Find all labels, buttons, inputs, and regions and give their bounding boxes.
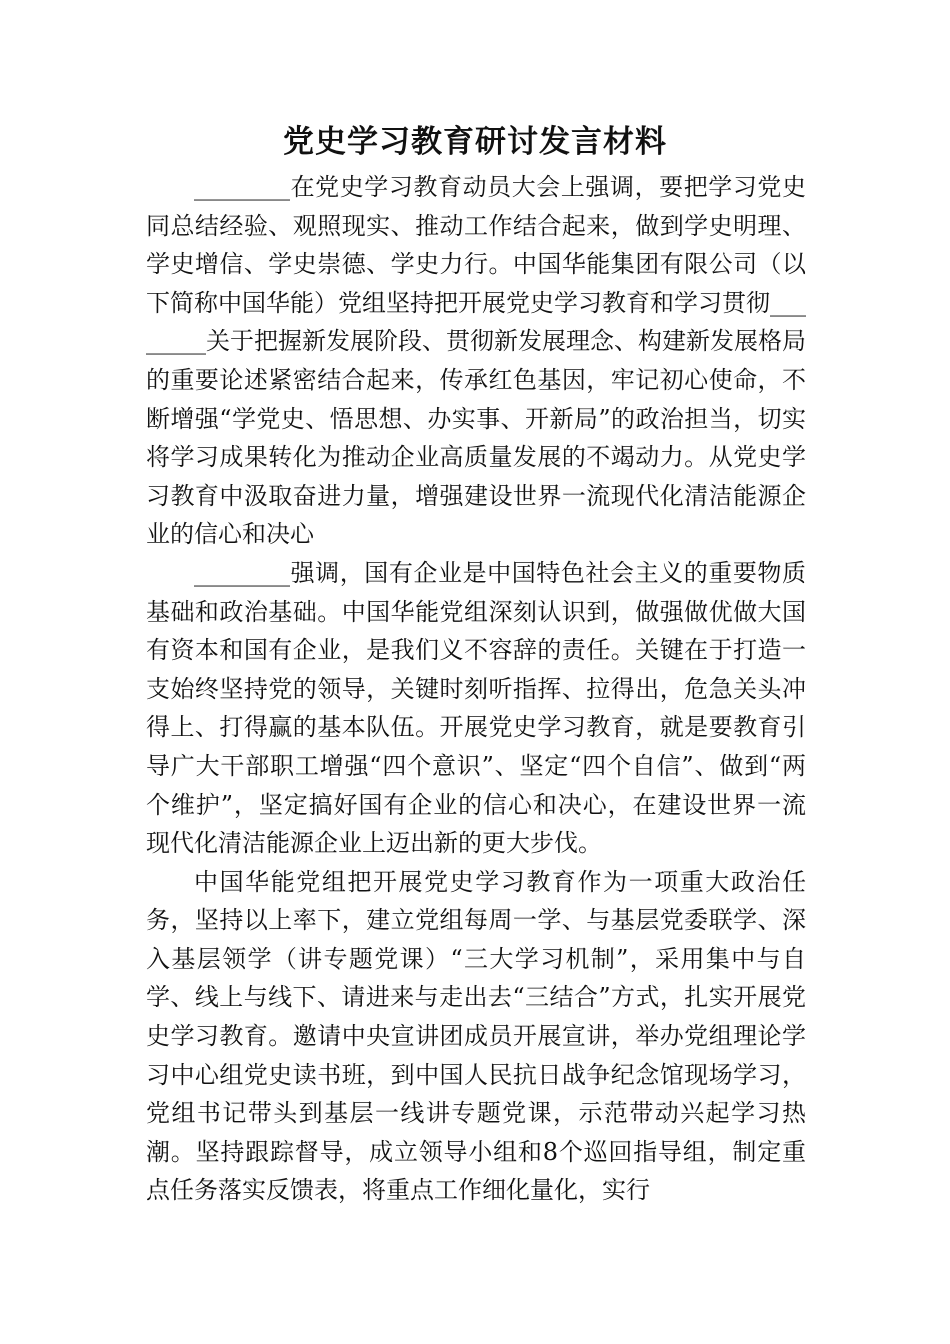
document-body [146,168,806,1210]
paragraph-1: ________在党史学习教育动员大会上强调，要把学习党史同总结经验、观照现实、推动工作结合起来，做到学史明理、学史增信、学史崇德、学史力行。中国华能集团有限公司（以下简称中国华能）党组坚持把开展党史学习教育和学习贯彻________关于把握新发展阶段、贯彻新发展理念、构建新发展格局的重要论述紧密结合起来，传承红色基因，牢记初心使命，不断增强“学党史、悟思想、办实事、开新局”的政治担当，切实将学习成果转化为推动企业高质量发展的不竭动力。从党史学习教育中汲取奋进力量，增强建设世界一流现代化清洁能源企业的信心和决心 [146,173,806,549]
paragraph-2: ________强调，国有企业是中国特色社会主义的重要物质基础和政治基础。中国华能党组深刻认识到，做强做优做大国有资本和国有企业，是我们义不容辞的责任。关键在于打造一支始终坚持党的领导，关键时刻听指挥、拉得出，危急关头冲得上、打得赢的基本队伍。开展党史学习教育，就是要教育引导广大干部职工增强“四个意识”、坚定“四个自信”、做到“两个维护”，坚定搞好国有企业的信心和决心，在建设世界一流现代化清洁能源企业上迈出新的更大步伐。 [146,558,806,858]
document-title: 党史学习教育研讨发言材料 [283,124,667,160]
paragraph-3: 中国华能党组把开展党史学习教育作为一项重大政治任务，坚持以上率下，建立党组每周一学、与基层党委联学、深入基层领学（讲专题党课）“三大学习机制”，采用集中与自学、线上与线下、请进来与走出去“三结合”方式，扎实开展党史学习教育。邀请中央宣讲团成员开展宣讲，举办党组理论学习中心组党史读书班，到中国人民抗日战争纪念馆现场学习，党组书记带头到基层一线讲专题党课，示范带动兴起学习热潮。坚持跟踪督导，成立领导小组和8个巡回指导组，制定重点任务落实反馈表，将重点工作细化量化，实行 [146,867,806,1205]
